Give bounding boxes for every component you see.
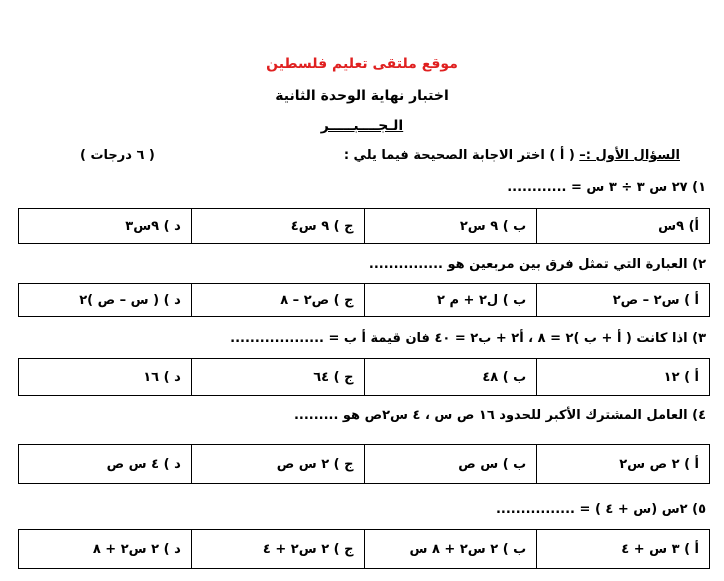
choice-a[interactable]: أ ) ١٢ (537, 359, 710, 396)
subject-title: الـجــــبـــــر (320, 118, 404, 134)
choice-b[interactable]: ب ) ٩ س٢ (364, 209, 537, 244)
choice-a[interactable]: أ ) ٢ ص س٢ (537, 445, 710, 484)
question-5-choices (18, 529, 710, 569)
site-title: موقع ملتقى تعليم فلسطين (266, 56, 458, 72)
choice-d[interactable]: د ) ٢ س٢ + ٨ (19, 530, 192, 569)
exam-title: اختبار نهاية الوحدة الثانية (275, 88, 449, 104)
question-1-text: ١) ٢٧ س ٣ ÷ ٣ س = ............ (507, 180, 706, 195)
choice-d[interactable]: د ) ٩س٣ (19, 209, 192, 244)
section-instruction: ( أ ) اختر الاجابة الصحيحة فيما يلي : (343, 148, 575, 163)
choice-b[interactable]: ب ) س ص (364, 445, 537, 484)
question-5-text: ٥) ٢س (س + ٤ ) = ................ (495, 502, 706, 517)
question-4-choices (18, 444, 710, 484)
choice-d[interactable]: د ) ٤ س ص (19, 445, 192, 484)
question-4-text: ٤) العامل المشترك الأكبر للحدود ١٦ ص س ، ٤ س٢ص هو ......... (293, 408, 706, 423)
section-grades: ( ٦ درجات ) (80, 148, 155, 163)
choice-c[interactable]: ج ) ٢ س٢ + ٤ (191, 530, 364, 569)
choice-b[interactable]: ب ) ل٢ + م ٢ (364, 284, 537, 317)
section-label: السؤال الأول :– (579, 148, 680, 163)
question-1-choices (18, 208, 710, 244)
question-3-text: ٣) اذا كانت ( أ + ب )٢ = ٨ ، أ٢ + ب٢ = ٤٠ فان قيمة أ ب = ................... (230, 331, 706, 346)
choice-c[interactable]: ج ) ٩ س٤ (191, 209, 364, 244)
question-2-choices (18, 283, 710, 317)
choice-d[interactable]: د ) ١٦ (19, 359, 192, 396)
choice-c[interactable]: ج ) ص٢ – ٨ (191, 284, 364, 317)
choice-c[interactable]: ج ) ٦٤ (191, 359, 364, 396)
question-2-text: ٢) العبارة التي تمثل فرق بين مربعين هو ............... (368, 257, 706, 272)
choice-b[interactable]: ب ) ٢ س٢ + ٨ س (364, 530, 537, 569)
choice-b[interactable]: ب ) ٤٨ (364, 359, 537, 396)
choice-c[interactable]: ج ) ٢ س ص (191, 445, 364, 484)
choice-a[interactable]: أ ) س٢ – ص٢ (537, 284, 710, 317)
choice-a[interactable]: أ ) ٣ س + ٤ (537, 530, 710, 569)
choice-d[interactable]: د ) ( س – ص )٢ (19, 284, 192, 317)
question-3-choices (18, 358, 710, 396)
choice-a[interactable]: أ) ٩س (537, 209, 710, 244)
